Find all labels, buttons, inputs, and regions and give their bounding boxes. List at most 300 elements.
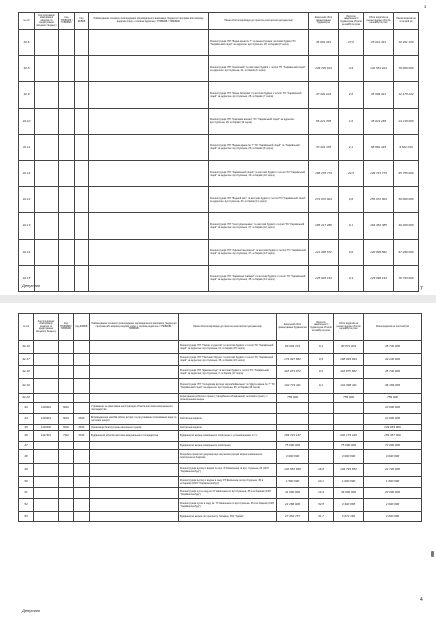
header-cell: № п/п (19, 314, 34, 341)
object-name-cell: Реконструкція ІТП "Щекина-Сад" та житлові будівлі з теплої ТО "Харківський ліцей" за адресою: вул.Сумська, 2, м.Харків (17 черга) (179, 366, 277, 379)
header-cell: Найменування головного розпорядника, відповідального виконавця, бюджетної програми або напряму видатків згідно з типовою відомчою / ТПКВКМБ / ТКВКБМС (89, 13, 209, 30)
current-year-total-cell: 45 730 000 (364, 341, 422, 354)
total-cost-cell: 45 991 331 (309, 30, 339, 56)
current-year-total-cell: 43 230 000 (364, 353, 422, 366)
object-name-cell: Реконструкція зуп в саду ім.Т.Г.Шевченка по вул.Сумська, 35 в м.Харкові (СКП "Харківзеленбуд") (179, 487, 277, 498)
future-expenses-cell: 255 972 804 (364, 187, 394, 213)
tpkvkmb-code-cell (59, 187, 75, 213)
total-cost-cell: 70 431 478 (309, 134, 339, 160)
row-number: 42.10 (19, 108, 35, 134)
page-side-mark: 4 (420, 597, 423, 603)
table-row (19, 378, 422, 393)
tpkvkmb-code-cell (59, 441, 74, 449)
future-expenses-cell: 75 000 000 (334, 441, 364, 449)
row-number: 42.6 (19, 30, 35, 56)
program-code-cell (34, 463, 59, 476)
program-code-cell (35, 30, 59, 56)
fkvkb-code-cell: 0620 (74, 413, 90, 424)
program-code-cell (34, 366, 59, 379)
future-expenses-cell: 168 933 994 (334, 353, 364, 366)
total-cost-cell: 3 000 000 (277, 449, 309, 463)
future-expenses-cell: 35 999 321 (364, 82, 394, 108)
tpkvkmb-code-cell (59, 393, 74, 402)
program-name-cell (89, 187, 209, 213)
program-name-cell: Організація благоустрою населених пунктів (90, 424, 179, 430)
row-number: 47 (19, 441, 34, 449)
fkvkb-code-cell: 0443 (74, 430, 90, 441)
table-row (19, 487, 422, 498)
object-name-cell: Капітальні видатки (179, 413, 277, 424)
tpkvkmb-code-cell (59, 487, 74, 498)
completion-percent-cell: 4,9 (339, 56, 364, 82)
tpkvkmb-code-cell (59, 134, 75, 160)
program-code-cell (34, 449, 59, 463)
program-name-cell (90, 487, 179, 498)
fkvkb-code-cell (75, 82, 89, 108)
row-number: 42.11 (19, 134, 35, 160)
object-name-cell: Реконструкція ІТП "Харківські Сабари" та житлові будівлі з теплої ТО "Харківський ліцей" за адресою: вул.Сумська, 35, м.Харків (14 черга) (209, 265, 309, 291)
program-code-cell (34, 487, 59, 498)
table-row (19, 430, 422, 441)
program-name-cell: Впровадження засобів обліку витрат та регулювання споживання води та теплової енергії (90, 413, 179, 424)
row-number: 42.17 (19, 353, 34, 366)
object-name-cell: Реконструкція ІТП "Афганістан вокзал" та житлові будівлі з теплої ТО "Харківський ліцей" за адресою: вул.Сумська, 37, м.Харків (13 черга) (209, 239, 309, 265)
row-number: 42.12 (19, 187, 35, 213)
program-code-cell: 1416016 (34, 413, 59, 424)
completion-percent-cell: 0,1 (309, 378, 334, 393)
fkvkb-code-cell (75, 239, 89, 265)
current-year-total-cell: 159 457 000 (364, 430, 422, 441)
tpkvkmb-code-cell (59, 449, 74, 463)
row-number: 42.16 (19, 341, 34, 354)
future-expenses-cell: 139 715 773 (364, 160, 394, 186)
header-cell: Разом видатків на поточний рік (364, 314, 422, 341)
row-number: 53 (19, 511, 34, 521)
object-name-cell: Реконструкція ІТП "Шина Авторам" та житлові будівлі з теплої ТО "Харківський ліцей" за адресою: вул.Сумська, 25, м.Харків (7 черга) (209, 82, 309, 108)
current-year-total-cell: 16 201 190 (394, 30, 419, 56)
future-expenses-cell: 120 999 562 (364, 239, 394, 265)
total-cost-cell: 168 276 773 (309, 160, 339, 186)
header-cell: Назва об'єкта відповідно до проектно-кошторисної документації (179, 314, 277, 341)
completion-percent-cell (309, 413, 334, 424)
fkvkb-code-cell (74, 463, 90, 476)
program-name-cell (89, 56, 209, 82)
program-name-cell (89, 108, 209, 134)
current-year-total-cell: 65 755 000 (394, 160, 419, 186)
fkvkb-code-cell: 0620 (74, 424, 90, 430)
program-name-cell (89, 265, 209, 291)
row-number: 44 (19, 413, 34, 424)
fkvkb-code-cell (74, 476, 90, 487)
page-side-mark: 7 (420, 286, 423, 292)
completion-percent-cell: 16,8 (309, 463, 334, 476)
tpkvkmb-code-cell: 6030 (59, 424, 74, 430)
total-cost-cell: 41 000 000 (277, 487, 309, 498)
program-code-cell (35, 160, 59, 186)
table-row (19, 449, 422, 463)
row-number: 50 (19, 476, 34, 487)
row-number: 42.9 (19, 82, 35, 108)
fkvkb-code-cell (74, 393, 90, 402)
current-year-total-cell: 10 000 000 (364, 413, 422, 424)
program-name-cell (90, 441, 179, 449)
tpkvkmb-code-cell (59, 353, 74, 366)
total-cost-cell: 83 003 723 (277, 341, 309, 354)
tpkvkmb-code-cell (59, 213, 75, 239)
completion-percent-cell: 0,3 (339, 265, 364, 291)
table-row (19, 441, 422, 449)
program-name-cell (90, 378, 179, 393)
fkvkb-code-cell (74, 341, 90, 354)
row-number: 42.15 (19, 265, 35, 291)
tpkvkmb-code-cell (59, 511, 74, 521)
current-year-total-cell: 10 000 000 (364, 402, 422, 413)
program-name-cell (90, 463, 179, 476)
completion-percent-cell: 2,1 (339, 134, 364, 160)
header-cell: Код програмної класифікації видатків та кредитування місцевого бюджету (35, 13, 59, 30)
document-page-2 (0, 303, 436, 621)
completion-percent-cell: 4,6 (339, 187, 364, 213)
completion-percent-cell (309, 441, 334, 449)
program-name-cell (90, 353, 179, 366)
total-cost-cell: 759 000 (277, 393, 309, 402)
tpkvkmb-code-cell (59, 82, 75, 108)
completion-percent-cell: 9,6 (339, 239, 364, 265)
program-code-cell (35, 187, 59, 213)
fkvkb-code-cell (74, 449, 90, 463)
future-expenses-cell: 132 551 914 (364, 56, 394, 82)
object-name-cell (179, 402, 277, 413)
current-year-total-cell: 133 053 900 (364, 424, 422, 430)
total-cost-cell: 14 286 000 (277, 498, 309, 511)
table-row (19, 498, 422, 511)
tpkvkmb-code-cell (59, 265, 75, 291)
object-name-cell: Реконструкція ІТП "Водні арені № 7" та реконструкція теплової будівлі ТО "Харківський ліцей" за адресою: вул.Сумська, 18, м.Харків (8 черга) (209, 30, 309, 56)
current-year-total-cell: 2 000 000 (364, 498, 422, 511)
table-row (19, 366, 422, 379)
tpkvkmb-code-cell: 6010 (59, 402, 74, 413)
future-expenses-cell: 104 793 852 (334, 463, 364, 476)
fkvkb-code-cell (75, 213, 89, 239)
page-corner-mark: 3 (424, 4, 427, 9)
tpkvkmb-code-cell (59, 108, 75, 134)
program-name-cell (89, 82, 209, 108)
table-row (19, 393, 422, 402)
row-number: 52 (19, 498, 34, 511)
row-number: 42.20 (19, 393, 34, 402)
table-row (19, 265, 419, 291)
current-year-total-cell: 9 822 010 (394, 134, 419, 160)
program-name-cell (90, 449, 179, 463)
program-code-cell (34, 353, 59, 366)
object-name-cell: Реконструкція вулиці з водою в саду Р.Т.Шевченка по вул.Сумська, 35 в м.Харкові (СКП "Харківзеленбуд") (179, 476, 277, 487)
fkvkb-code-cell (75, 160, 89, 186)
row-number: 42.18 (19, 366, 34, 379)
object-name-cell: Реконструкція ІТП "Водна арена № 7" ТО "Харківський ліцей" та "Харківський ліцей" за адресою: вул.Сумська, 25, м.Харків (6 черга) (209, 134, 309, 160)
current-year-total-cell: 1 000 000 (364, 476, 422, 487)
future-expenses-cell: 25 012 331 (364, 30, 394, 56)
row-number: 51 (19, 487, 34, 498)
header-cell: Загальний обсяг фінансування будівництва (277, 314, 309, 341)
completion-percent-cell (309, 449, 334, 463)
current-year-total-cell: 40 200 000 (394, 213, 419, 239)
total-cost-cell: 169 731 137 (277, 430, 309, 441)
future-expenses-cell: 5 672 182 (334, 511, 364, 521)
object-name-cell: Реконструкція ІТП "Космічний" та житлової будівлі з теплої ТО "Харківський ліцей" за адресою: вул.Сумська, 21, м.Харків (9 черга) (209, 56, 309, 82)
future-expenses-cell: 164 452 385 (364, 213, 394, 239)
program-name-cell (90, 476, 179, 487)
fkvkb-code-cell (74, 498, 90, 511)
program-code-cell (35, 239, 59, 265)
object-name-cell: Реконструкція ІТП "Водний світ" та житлові будівлі з теплої ТО "Харківський ліцей" за адресою: вул.Сумська, 33, м.Харків (11 черга) (209, 187, 309, 213)
future-expenses-cell: 3 000 000 (334, 449, 364, 463)
header-cell: Загальний обсяг фінансування будівництва (309, 13, 339, 30)
program-name-cell (89, 134, 209, 160)
row-number: 42.14 (19, 160, 35, 186)
program-name-cell (89, 160, 209, 186)
table-row (19, 463, 422, 476)
completion-percent-cell: 0,3 (309, 353, 334, 366)
program-code-cell: 1416010 (34, 402, 59, 413)
binder-clip (431, 551, 434, 557)
completion-percent-cell: 1,0 (339, 108, 364, 134)
program-name-cell: Утримання та ефективна експлуатація об'єктів житлово-комунального господарства (90, 402, 179, 413)
object-name-cell: Реконструкція ІТП "Палац студентів" та житлові будівлі з теплої ТО "Харківський ліцей" за адресою: вул.Сумська, 21, м.Харків (15 черга) (179, 341, 277, 354)
future-expenses-cell: 131 096 411 (334, 378, 364, 393)
current-year-total-cell: 20 000 000 (364, 487, 422, 498)
row-number: 49 (19, 463, 34, 476)
header-cell: Код ФКВКБ (75, 13, 89, 30)
fkvkb-code-cell (74, 511, 90, 521)
program-code-cell (34, 511, 59, 521)
table-row (19, 341, 422, 354)
current-year-total-cell: 67 266 090 (394, 239, 419, 265)
row-number: 45 (19, 424, 34, 430)
header-cell: Обсяг видатків на реконструкцію об'єктів на майбутні роки (334, 314, 364, 341)
future-expenses-cell: 759 000 (334, 393, 364, 402)
object-name-cell: Реконструкція вулиці з водою по вул. Р.Т.Шевченка та вул. Сумська, 25 (СКП "Харківзеленбуд") (179, 463, 277, 476)
row-number: 42.14 (19, 239, 35, 265)
completion-percent-cell (309, 430, 334, 441)
row-number: 42.13 (19, 213, 35, 239)
table-row (19, 511, 422, 521)
program-name-cell (89, 213, 209, 239)
table-header-row (19, 13, 419, 30)
program-name-cell (90, 511, 179, 521)
table-row (19, 108, 419, 134)
completion-percent-cell: 22,5 (339, 160, 364, 186)
page-divider (0, 295, 436, 303)
tpkvkmb-code-cell (59, 463, 74, 476)
table-row (19, 187, 419, 213)
table-row (19, 413, 422, 424)
future-expenses-cell: 116 875 662 (334, 366, 364, 379)
program-code-cell (34, 341, 59, 354)
tpkvkmb-code-cell (59, 366, 74, 379)
budget-table-page-2 (18, 313, 422, 522)
tpkvkmb-code-cell: 6016 (59, 413, 74, 424)
future-expenses-cell: 68 862 418 (364, 134, 394, 160)
header-cell: Код ТПКВКМБ / ТКВКБМС (59, 314, 74, 341)
object-name-cell: Будівництво мереж по проспекту Гагаріна, 302 "Харків" (179, 511, 277, 521)
future-expenses-cell (334, 402, 364, 413)
program-code-cell (34, 441, 59, 449)
total-cost-cell: 65 221 708 (309, 108, 339, 134)
header-cell: Код ТПКВКМБ / ТКВКБМС (59, 13, 75, 30)
future-expenses-cell: 39 000 000 (334, 487, 364, 498)
future-expenses-cell: 80 871 004 (334, 341, 364, 354)
current-year-total-cell: 79 000 000 (394, 56, 419, 82)
fkvkb-code-cell (74, 402, 90, 413)
current-year-total-cell: 50 000 000 (394, 187, 419, 213)
tpkvkmb-code-cell (59, 498, 74, 511)
program-code-cell (35, 134, 59, 160)
future-expenses-cell: 1 000 000 (334, 476, 364, 487)
object-name-cell: Капітальні видатки (179, 424, 277, 430)
header-cell: Назва об'єкта відповідно до проектно-кошторисної документації (209, 13, 309, 30)
future-expenses-cell (334, 413, 364, 424)
completion-percent-cell (309, 402, 334, 413)
object-name-cell: Будівництво мереж зовнішнього освітлення з установленням, в т.ч.: (179, 430, 277, 441)
fkvkb-code-cell (74, 366, 90, 379)
tpkvkmb-code-cell (59, 378, 74, 393)
program-code-cell (34, 498, 59, 511)
program-code-cell (34, 476, 59, 487)
tpkvkmb-code-cell: 7310 (59, 430, 74, 441)
document-page-1 (0, 0, 436, 295)
completion-percent-cell: 0,1 (339, 213, 364, 239)
completion-percent-cell: 52,8 (309, 498, 334, 511)
table-row (19, 239, 419, 265)
tpkvkmb-code-cell (59, 160, 75, 186)
completion-percent-cell (309, 393, 334, 402)
program-code-cell (34, 378, 59, 393)
program-name-cell (90, 393, 179, 402)
total-cost-cell: 132 852 890 (277, 463, 309, 476)
program-code-cell (35, 82, 59, 108)
total-cost-cell: 1 560 000 (277, 476, 309, 487)
tpkvkmb-code-cell (59, 239, 75, 265)
program-code-cell (35, 56, 59, 82)
program-name-cell: Будівництво об'єктів житлово-комунального господарства (90, 430, 179, 441)
completion-percent-cell: 27,0 (339, 30, 364, 56)
total-cost-cell (277, 413, 309, 424)
object-name-cell: Коригування робочого проекту (придбання обладнання) теплового пункту з розширенням мереж (179, 393, 277, 402)
fkvkb-code-cell (74, 441, 90, 449)
total-cost-cell: 165 217 286 (309, 213, 339, 239)
completion-percent-cell: 31,7 (309, 511, 334, 521)
program-code-cell: 1416030 (34, 424, 59, 430)
budget-table-page-1 (18, 12, 419, 292)
fkvkb-code-cell (74, 353, 90, 366)
table-row (19, 213, 419, 239)
current-year-total-cell: 24 218 000 (394, 108, 419, 134)
current-year-total-cell: 45 730 000 (364, 366, 422, 379)
table-header-row (19, 314, 422, 341)
table-row (19, 82, 419, 108)
current-year-total-cell: 72 000 000 (364, 441, 422, 449)
row-number: 48 (19, 449, 34, 463)
total-cost-cell (277, 402, 309, 413)
row-number: 42.19 (19, 378, 34, 393)
table-row (19, 476, 422, 487)
program-name-cell (90, 366, 179, 379)
tpkvkmb-code-cell (59, 341, 74, 354)
program-code-cell (35, 108, 59, 134)
current-year-total-cell: 22 720 000 (364, 463, 422, 476)
header-cell: Код програмної класифікації видатків та кредитування місцевого бюджету (34, 314, 59, 341)
fkvkb-code-cell (75, 134, 89, 160)
program-name-cell (89, 239, 209, 265)
row-number: 42.8 (19, 56, 35, 82)
fkvkb-code-cell (75, 265, 89, 291)
completion-percent-cell: 0,1 (309, 341, 334, 354)
program-code-cell (34, 393, 59, 402)
page-footer-signature: Депутат (22, 283, 41, 288)
fkvkb-code-cell (75, 56, 89, 82)
tpkvkmb-code-cell (59, 476, 74, 487)
header-cell: № п/п (19, 13, 35, 30)
header-cell: Обсяг видатків на реконструкцію об'єктів на майбутні роки (364, 13, 394, 30)
program-name-cell (90, 498, 179, 511)
fkvkb-code-cell (75, 108, 89, 134)
object-name-cell: Реконструкція ІТП "Солодкова вулиця хорошбейвельна" та "Друга арена № 7" ТО "Харківський ліцей" за адресою: вул.Сумська, 35, м.Харків (18 черга) (179, 378, 277, 393)
page-footer-signature: Депутат (22, 608, 41, 613)
completion-percent-cell: 20,1 (309, 476, 334, 487)
fkvkb-code-cell (75, 30, 89, 56)
total-cost-cell: 47 342 224 (309, 82, 339, 108)
program-code-cell (35, 213, 59, 239)
current-year-total-cell: 2 000 000 (364, 511, 422, 521)
table-row (19, 56, 419, 82)
object-name-cell: Реконструкція ІТП "Пасічник бируса" та житлові будівлі з теплої ТО "Харківський ліцей" за адресою: вул.Сумська, 45, м.Харків (16 черга) (179, 353, 277, 366)
object-name-cell: Реконструкція ІТП "Компанія вокзал" ТО "Харківський ліцей" за адресою: вул.Сумська, 29, м.Харків (16 черга) (209, 108, 309, 134)
header-cell: Відсоток завершеності будівництва об'єктів на майбутні роки (339, 13, 364, 30)
fkvkb-code-cell (74, 378, 90, 393)
tpkvkmb-code-cell (59, 30, 75, 56)
current-year-total-cell: 12 178 232 (394, 82, 419, 108)
total-cost-cell: 149 735 814 (309, 56, 339, 82)
completion-percent-cell: 13,3 (309, 487, 334, 498)
table-row (19, 402, 422, 413)
object-name-cell: Реконструкція ІТП "Село рідноземне" та житлові будівлі з теплої ТО "Харківський ліцей" за адресою: вул.Сумська, 37, м.Харків (12 черга) (209, 213, 309, 239)
header-cell: Код ФКВКБ (74, 314, 90, 341)
program-name-cell (90, 341, 179, 354)
header-cell: Найменування головного розпорядника, відповідального виконавця, бюджетної програми або напряму видатків згідно з типовою відомчою / ТПКВКМБ / ТКВКБМС (90, 314, 179, 341)
table-row (19, 160, 419, 186)
total-cost-cell: 132 773 411 (277, 378, 309, 393)
future-expenses-cell: 125 998 154 (364, 265, 394, 291)
total-cost-cell: 121 496 572 (309, 239, 339, 265)
total-cost-cell: 75 000 000 (277, 441, 309, 449)
fkvkb-code-cell (74, 487, 90, 498)
header-cell: Разом видатків на поточний рік (394, 13, 419, 30)
completion-percent-cell: 0,2 (309, 366, 334, 379)
current-year-total-cell: 759 000 (364, 393, 422, 402)
object-name-cell: Будівництво мереж зовнішнього освітлення (179, 441, 277, 449)
object-name-cell: Реконструкція ІТП "Харківський ліцей" та житлові будівлі з теплої ТО "Харківський ліцей" за адресою: вул.Сумська, 19, м.Харків (10 черга) (209, 160, 309, 186)
table-row (19, 353, 422, 366)
row-number: 46 (19, 430, 34, 441)
completion-percent-cell: 2,8 (339, 82, 364, 108)
total-cost-cell: 174 937 862 (277, 353, 309, 366)
future-expenses-cell: 45 021 168 (364, 108, 394, 134)
row-number: 43 (19, 402, 34, 413)
table-row (19, 134, 419, 160)
total-cost-cell: 27 352 715 (277, 511, 309, 521)
current-year-total-cell: 3 000 000 (364, 449, 422, 463)
table-row (19, 30, 419, 56)
